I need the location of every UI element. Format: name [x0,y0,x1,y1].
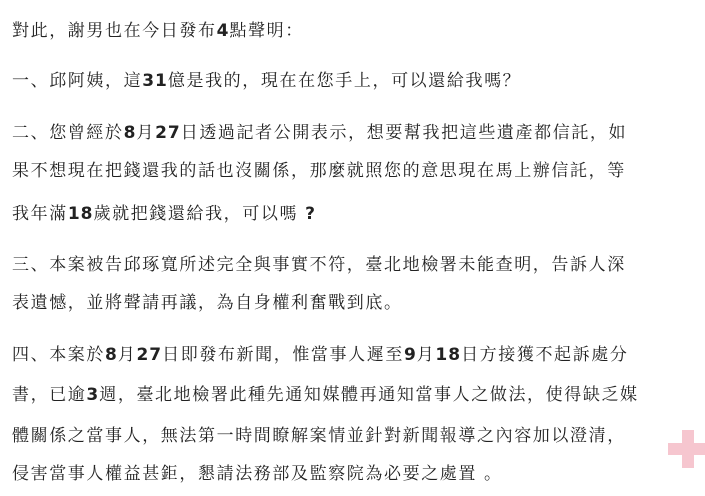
text-segment: 我年滿 [12,204,68,224]
point-4-line-3 [12,425,626,447]
text-segment: 日透過記者公開表示，想要幫我把這些遺產都信託，如 [180,123,628,143]
text-segment: 日方接獲不起訴處分 [461,345,629,365]
text-segment: 四、本案於 [12,345,105,365]
point-3-line-2 [12,292,403,314]
point-4-line-2 [12,384,639,406]
text-segment: 歲就把錢還給我，可以嗎 [93,204,306,224]
bold-number: 31 [142,71,168,91]
bold-number: 18 [67,204,94,224]
text-segment: 一、邱阿姨，這 [12,71,143,91]
point-2-line-2 [12,160,626,182]
point-4-line-1 [12,344,628,366]
text-segment: 書，已逾 [12,385,87,405]
text-segment: 對此，謝男也在今日發布 [12,21,217,41]
text-segment: 果不想現在把錢還我的話也沒關係，那麼就照您的意思現在馬上辦信託，等 [12,161,626,181]
point-2-line-3 [12,203,316,225]
text-segment: 月 [117,345,137,365]
bold-number: 3 [86,385,100,405]
text-segment: 表遺憾，並將聲請再議，為自身權利奮戰到底。 [12,293,403,313]
bold-number: 8 [123,123,137,143]
bold-number: 27 [136,345,163,365]
text-segment: 二、您曾經於 [12,123,124,143]
bold-number: 27 [155,123,181,143]
point-2-line-1 [12,122,627,144]
bold-number: 9 [403,345,417,365]
bold-number: ? [305,204,316,224]
text-segment: 月 [416,345,436,365]
bold-number: 18 [435,345,462,365]
bold-number: 8 [105,345,118,365]
text-segment: 三、本案被告邱琢寬所述完全與事實不符，臺北地檢署未能查明，告訴人深 [12,255,626,275]
text-segment: 點聲明： [229,21,304,41]
text-segment: 侵害當事人權益甚鉅，懇請法務部及監察院為必要之處置 。 [12,464,503,484]
point-1-line [12,70,521,92]
text-segment: 週，臺北地檢署此種先通知媒體再通知當事人之做法，使得缺乏媒 [99,385,639,405]
plus-watermark-icon [668,430,705,468]
text-segment: 億是我的，現在在您手上，可以還給我嗎？ [167,71,522,91]
text-segment: 月 [136,123,156,143]
point-4-line-4 [12,463,503,485]
bold-number: 4 [216,21,230,41]
text-segment: 體關係之當事人，無法第一時間瞭解案情並針對新聞報導之內容加以澄清， [12,426,626,446]
statement-intro-line [12,20,304,42]
text-segment: 日即發布新聞，惟當事人遲至 [162,345,404,365]
point-3-line-1 [12,254,626,276]
